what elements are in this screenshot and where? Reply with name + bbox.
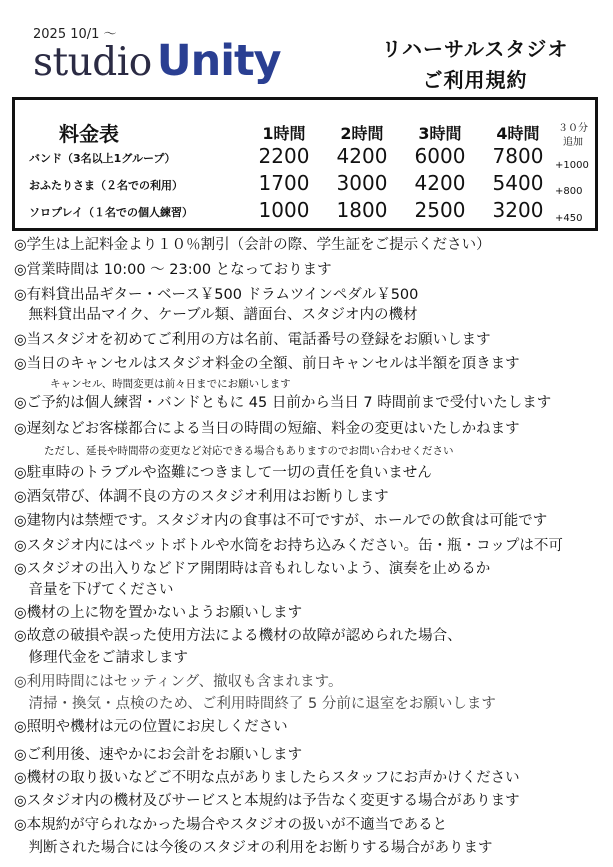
row-label-duo: おふたりさま（２名での利用） (29, 179, 183, 192)
rule-item: ◎営業時間は 10:00 ～ 23:00 となっております (14, 262, 332, 278)
rule-item: ◎スタジオの出入りなどドア開閉時は音もれしないよう、演奏を止めるか (14, 561, 491, 577)
row-label-solo: ソロプレイ（１名での個人練習） (29, 206, 194, 219)
extra-header-line1: ３０分 (558, 123, 588, 134)
rule-item: ◎酒気帯び、体調不良の方のスタジオ利用はお断りします (14, 489, 389, 505)
rule-item: ◎ご利用後、速やかにお会計をお願いします (14, 747, 303, 763)
rule-item: 清掃・換気・点検のため、ご利用時間終了 5 分前に退室をお願いします (14, 696, 496, 712)
rule-item: ◎スタジオ内にはペットボトルや水筒をお持ち込みください。缶・瓶・コップは不可 (14, 538, 563, 554)
price-cell: 2500 (414, 198, 466, 222)
rule-item: 判断された場合には今後のスタジオの利用をお断りする場合があります (14, 840, 493, 856)
price-cell: 1000 (258, 198, 310, 222)
price-table (12, 97, 598, 231)
rule-item: ◎当日のキャンセルはスタジオ料金の全額、前日キャンセルは半額を頂きます (14, 356, 520, 372)
rule-item: ◎建物内は禁煙です。スタジオ内の食事は不可ですが、ホールでの飲食は可能です (14, 513, 548, 529)
extra-price: +1000 (555, 160, 589, 171)
rule-item: ◎機材の取り扱いなどご不明な点がありましたらスタッフにお声かけください (14, 770, 520, 786)
extra-header-line2: 追加 (563, 137, 583, 148)
logo-unity-text: Unity (156, 36, 281, 86)
studio-logo (33, 36, 281, 84)
rule-item: 修理代金をご請求します (14, 650, 188, 666)
column-header-1h: 1時間 (262, 124, 306, 143)
price-table-title: 料金表 (59, 122, 119, 146)
rule-item: ◎ご予約は個人練習・バンドともに 45 日前から当日 7 時間前まで受付いたします (14, 395, 552, 411)
rule-note: ただし、延長や時間帯の変更など対応できる場合もありますのでお問い合わせください (44, 445, 454, 457)
rule-item: ◎照明や機材は元の位置にお戻しください (14, 719, 288, 735)
rule-item: ◎当スタジオを初めてご利用の方は名前、電話番号の登録をお願いします (14, 332, 491, 348)
price-cell: 3000 (336, 171, 388, 195)
row-label-band: バンド（3名以上1グループ） (29, 152, 176, 165)
rule-item: ◎本規約が守られなかった場合やスタジオの扱いが不適当であると (14, 817, 448, 833)
rule-item: ◎利用時間にはセッティング、撤収も含まれます。 (14, 674, 343, 690)
rule-item: ◎有料貸出品ギター・ベース￥500 ドラムツインペダル￥500 (14, 287, 419, 303)
rule-item: ◎遅刻などお客様都合による当日の時間の短縮、料金の変更はいたしかねます (14, 421, 520, 437)
price-cell: 1800 (336, 198, 388, 222)
rule-item: ◎駐車時のトラブルや盗難につきまして一切の責任を負いません (14, 465, 432, 481)
price-cell: 7800 (492, 144, 544, 168)
extra-price: +800 (555, 186, 583, 197)
rule-item: ◎故意の破損や誤った使用方法による機材の故障が認められた場合、 (14, 628, 462, 644)
effective-date: 2025 10/1 ～ (33, 27, 117, 42)
column-header-4h: 4時間 (496, 124, 540, 143)
rule-item: ◎機材の上に物を置かないようお願いします (14, 605, 303, 621)
price-cell: 3200 (492, 198, 544, 222)
page-title-line1: リハーサルスタジオ (381, 37, 569, 61)
extra-price: +450 (555, 213, 583, 224)
price-cell: 1700 (258, 171, 310, 195)
price-cell: 4200 (414, 171, 466, 195)
rule-item: ◎スタジオ内の機材及びサービスと本規約は予告なく変更する場合があります (14, 793, 520, 809)
price-cell: 6000 (414, 144, 466, 168)
rule-item: ◎学生は上記料金より１０％割引（会計の際、学生証をご提示ください） (14, 237, 491, 253)
price-cell: 4200 (336, 144, 388, 168)
rule-item: 無料貸出品マイク、ケーブル類、譜面台、スタジオ内の機材 (14, 307, 418, 323)
price-cell: 2200 (258, 144, 310, 168)
extra-30min-header (553, 122, 593, 150)
rule-item: 音量を下げてください (14, 582, 174, 598)
logo-studio-text: studio (33, 40, 152, 85)
price-cell: 5400 (492, 171, 544, 195)
rule-note: キャンセル、時間変更は前々日までにお願いします (50, 378, 291, 390)
column-header-2h: 2時間 (340, 124, 384, 143)
page-title-line2: ご利用規約 (422, 68, 528, 92)
column-header-3h: 3時間 (418, 124, 462, 143)
